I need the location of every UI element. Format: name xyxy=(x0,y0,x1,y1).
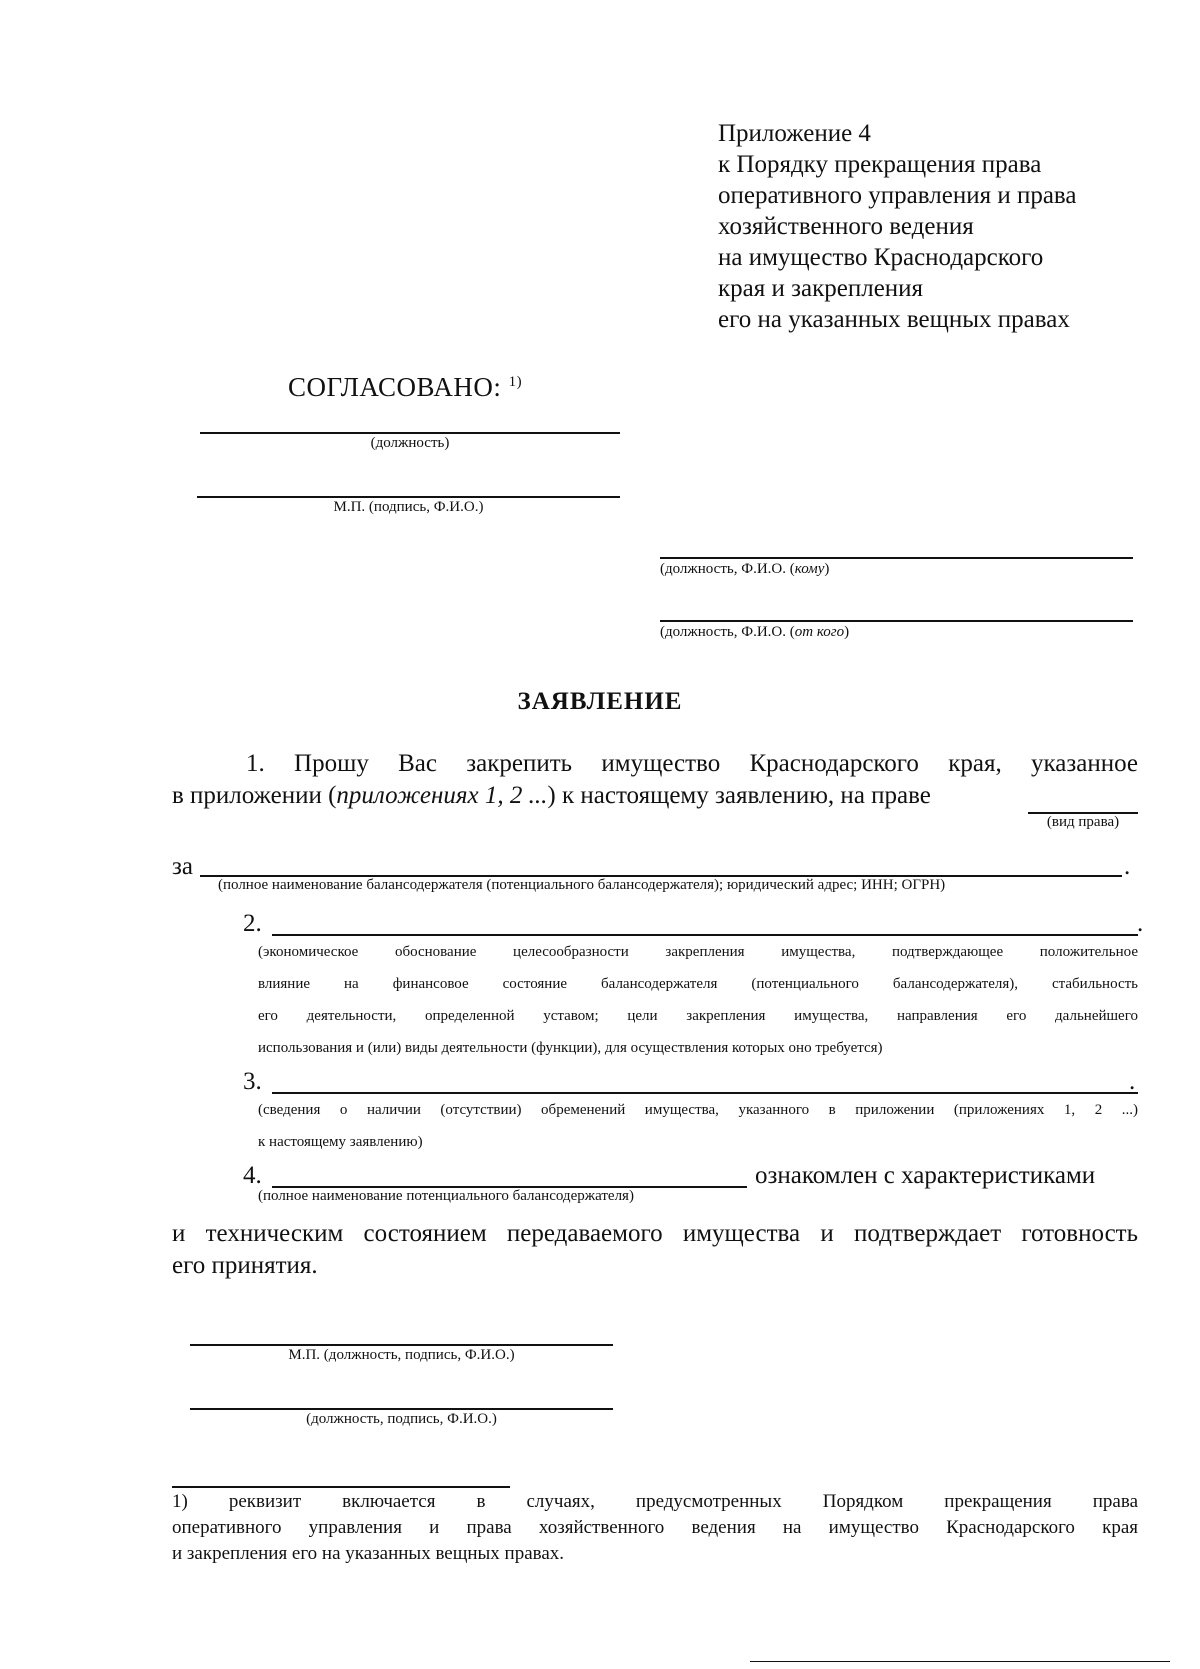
addressee-to-line[interactable] xyxy=(660,557,1133,559)
footnote-line: и закрепления его на указанных вещных правах. xyxy=(172,1543,565,1564)
approval-signature-line[interactable] xyxy=(197,496,620,498)
addressee-from-caption: (должность, Ф.И.О. (от кого) xyxy=(660,624,850,640)
signature-1-caption: М.П. (должность, подпись, Ф.И.О.) xyxy=(288,1347,515,1363)
appendix-line: хозяйственного ведения xyxy=(718,213,974,240)
addressee-from-line[interactable] xyxy=(660,620,1133,622)
closing-line-2: его принятия. xyxy=(172,1252,318,1279)
appendix-line: Приложение 4 xyxy=(718,120,871,147)
item-1-paragraph xyxy=(172,748,1138,812)
signature-2-line[interactable] xyxy=(190,1408,613,1410)
footnote-line: 1) реквизит включается в случаях, предусмотренных Порядком прекращения права xyxy=(172,1491,1138,1512)
footnote xyxy=(172,1489,1138,1567)
approval-footnote-mark: 1) xyxy=(508,374,523,390)
approval-label-text: СОГЛАСОВАНО: xyxy=(288,372,502,402)
bottom-rule xyxy=(750,1661,1170,1662)
item-1-line-2: в приложении (приложениях 1, 2 ...) к настоящему заявлению, на праве xyxy=(172,782,931,809)
signature-2-caption: (должность, подпись, Ф.И.О.) xyxy=(306,1411,497,1427)
approval-label xyxy=(288,372,522,403)
document-title: ЗАЯВЛЕНИЕ xyxy=(517,688,683,715)
holder-caption: (полное наименование балансодержателя (потенциального балансодержателя); юридический адрес; ИНН; ОГРН) xyxy=(218,877,946,893)
item-2-desc-line: использования и (или) виды деятельности (функции), для осуществления которых оно требуется) xyxy=(258,1040,883,1056)
closing-paragraph xyxy=(172,1218,1138,1282)
item-2-desc-line: влияние на финансовое состояние балансодержателя (потенциального балансодержателя), стабильность xyxy=(258,976,1138,992)
item-2-desc-line: его деятельности, определенной уставом; цели закрепления имущества, направления его дальнейшего xyxy=(258,1008,1138,1024)
item-3-description xyxy=(258,1094,1138,1158)
holder-line-period: . xyxy=(1124,853,1131,880)
item-3-desc-line: (сведения о наличии (отсутствии) обременений имущества, указанного в приложении (приложениях 1, 2 ...) xyxy=(258,1102,1138,1118)
item-2-line-period: . xyxy=(1137,910,1144,937)
item-3-number: 3. xyxy=(243,1068,262,1095)
item-4-caption: (полное наименование потенциального балансодержателя) xyxy=(258,1188,634,1204)
for-label: за xyxy=(172,853,193,880)
item-3-line-period: . xyxy=(1129,1068,1136,1095)
appendix-header xyxy=(718,118,1178,335)
footnote-line: оперативного управления и права хозяйственного ведения на имущество Краснодарского края xyxy=(172,1517,1138,1538)
appendix-line: края и закрепления xyxy=(718,275,924,302)
signature-1-line[interactable] xyxy=(190,1344,613,1346)
item-2-desc-line: (экономическое обоснование целесообразности закрепления имущества, подтверждающее положительное xyxy=(258,944,1138,960)
item-2-description xyxy=(258,936,1138,1064)
footnote-separator xyxy=(172,1486,510,1488)
appendix-line: оперативного управления и права xyxy=(718,182,1077,209)
item-1-line-1: 1. Прошу Вас закрепить имущество Краснодарского края, указанное xyxy=(246,750,1138,777)
item-3-desc-line: к настоящему заявлению) xyxy=(258,1134,423,1150)
approval-position-caption: (должность) xyxy=(370,435,450,451)
appendix-line: на имущество Краснодарского xyxy=(718,244,1044,271)
approval-signature-caption: М.П. (подпись, Ф.И.О.) xyxy=(333,499,484,515)
right-type-caption: (вид права) xyxy=(1046,814,1120,830)
appendix-line: к Порядку прекращения права xyxy=(718,151,1042,178)
appendix-line: его на указанных вещных правах xyxy=(718,306,1070,333)
item-4-number: 4. xyxy=(243,1162,262,1189)
item-2-number: 2. xyxy=(243,910,262,937)
closing-line-1: и техническим состоянием передаваемого имущества и подтверждает готовность xyxy=(172,1220,1138,1247)
addressee-to-caption: (должность, Ф.И.О. (кому) xyxy=(660,561,830,577)
approval-position-line[interactable] xyxy=(200,432,620,434)
item-4-inline-text: ознакомлен с характеристиками xyxy=(755,1162,1096,1189)
